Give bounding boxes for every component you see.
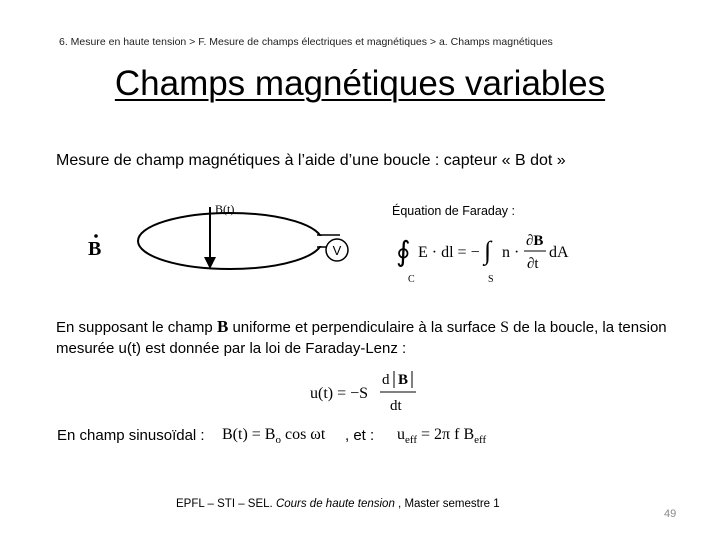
breadcrumb: 6. Mesure en haute tension > F. Mesure de champs électriques et magnétiques > a. Champs magnétiques [59,36,553,48]
lenz-lhs: u(t) = −S [310,385,369,402]
sinus-eq2-sub: eff [405,434,418,447]
voltmeter-label: V [332,243,342,258]
surface-integral-symbol: ∫ [484,236,492,265]
footer [176,498,500,510]
paragraph [56,316,686,359]
faraday-dt: ∂t [527,256,539,272]
faraday-sub-s: S [488,274,494,285]
paragraph-b-symbol: B [216,317,229,336]
lenz-num: d [382,372,390,388]
sinus-separator: , et : [345,427,375,444]
contour-integral-symbol: ∮ [396,237,411,268]
page-number: 49 [664,508,677,520]
faraday-dB: ∂B [526,233,544,249]
b-t-label: B(t) [215,202,235,216]
faraday-equation [396,225,586,287]
subtitle: Mesure de champ magnétiques à l’aide d’une boucle : capteur « B dot » [56,152,566,169]
page-title: Champs magnétiques variables [114,64,606,103]
paragraph-part2: uniforme et perpendiculaire à la surface [228,319,501,336]
lenz-num-b: B [398,372,409,388]
sinus-eq1-sub: o [275,434,281,447]
b-dot-mark [94,234,98,238]
faraday-lhs: E · dl = − [418,244,480,261]
loop-gap [314,236,324,246]
sinus-eq1-main: B(t) = B [222,426,276,443]
sinus-eq2 [397,426,486,446]
lenz-den: dt [390,398,402,414]
sinus-eq2-mid: = 2π f B [417,426,475,443]
footer-rest: , Master semestre 1 [394,498,500,510]
faraday-label: Équation de Faraday : [392,204,515,218]
loop-ellipse [138,213,322,269]
lenz-equation [308,368,438,418]
sinus-label: En champ sinusoïdal : [57,427,205,444]
sinus-eq2-u: u [397,426,405,443]
sinus-eq1 [222,426,325,446]
b-dot-label: B [88,238,102,260]
footer-course: Cours de haute tension [275,498,395,510]
b-dot-loop-diagram [80,195,360,275]
faraday-integrand: n · [502,244,520,261]
paragraph-s-symbol: S [500,319,510,336]
footer-org: EPFL – STI – SEL. [176,498,276,510]
sinus-eq2-sub2: eff [474,434,487,447]
sinus-eq1-rest: cos ωt [280,426,326,443]
paragraph-part3: de la boucle, la tension mesurée u(t) est donnée par la loi de Faraday-Lenz : [56,319,667,357]
paragraph-part1: En supposant le champ [56,319,217,336]
faraday-dA: dA [549,244,569,261]
faraday-sub-c: C [408,274,415,285]
